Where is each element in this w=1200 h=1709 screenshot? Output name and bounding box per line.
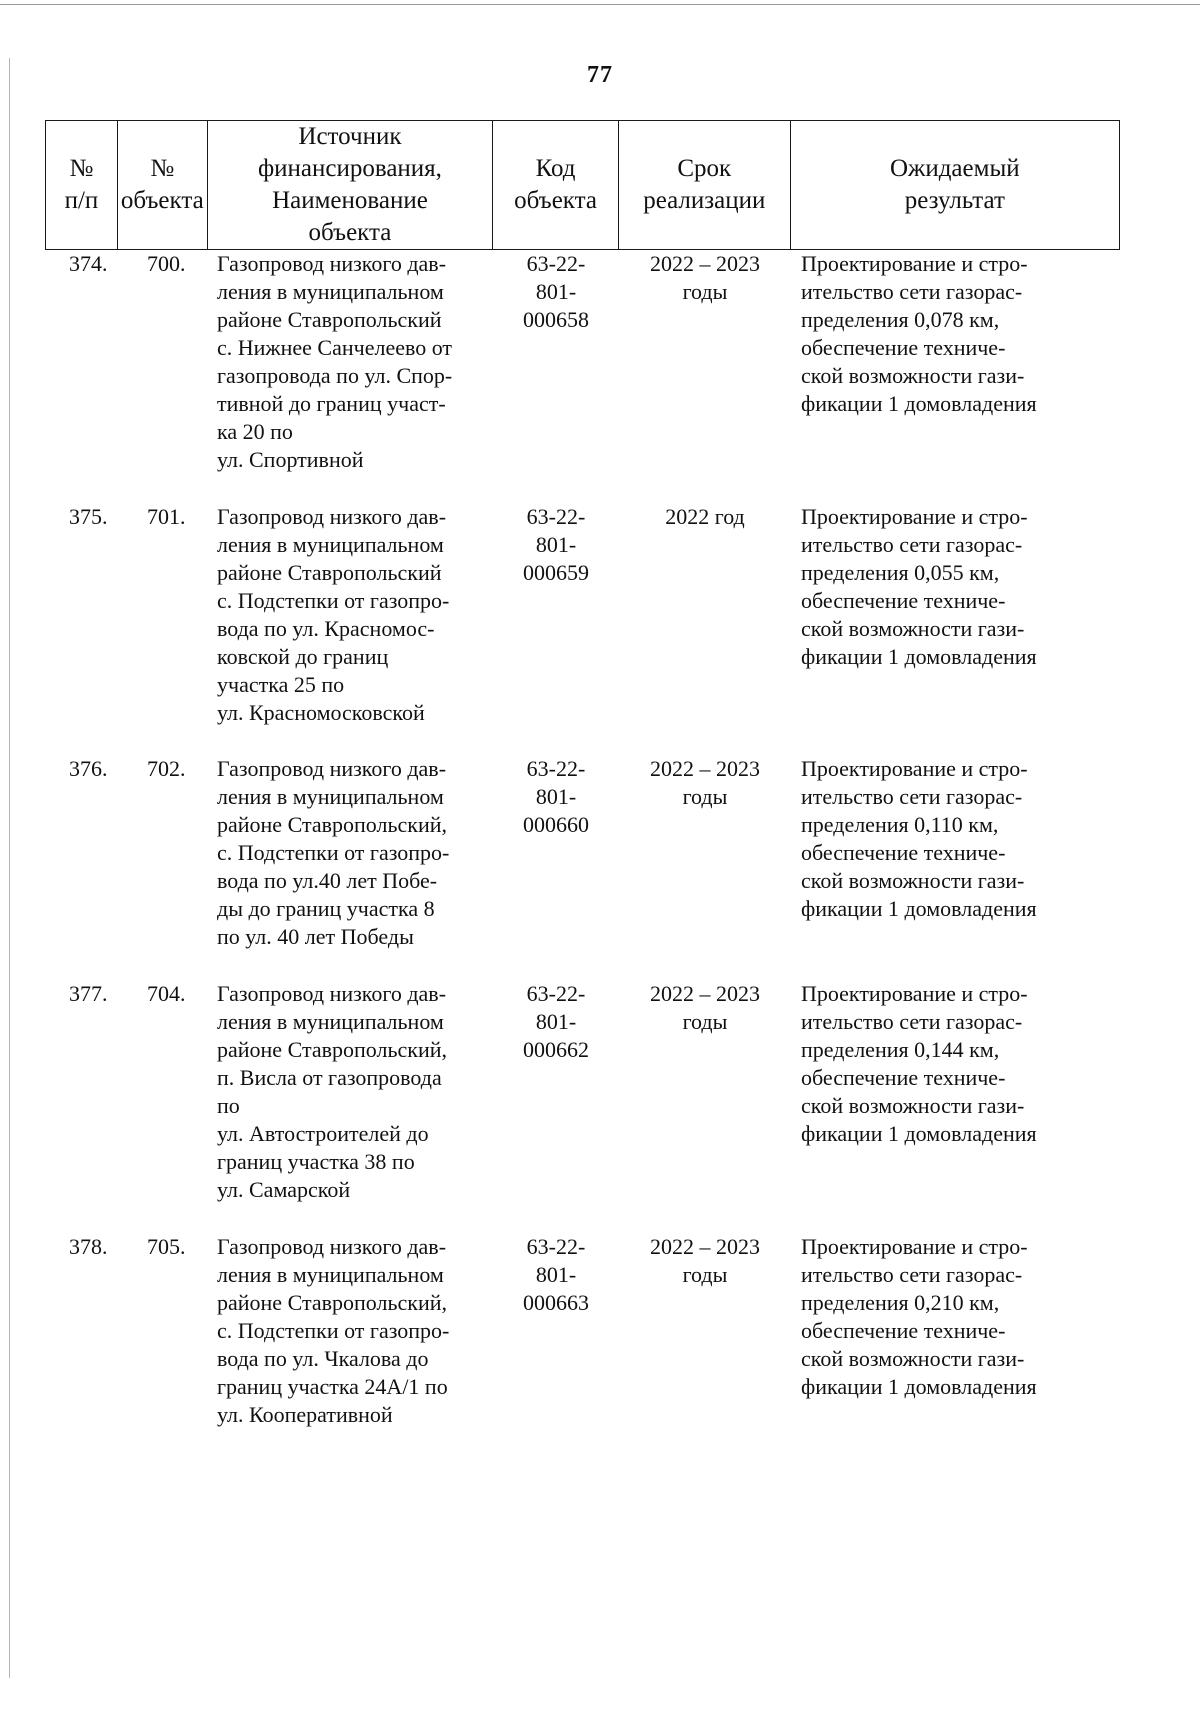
text-line: Проектирование и стро- bbox=[801, 504, 1028, 529]
scan-left-edge bbox=[9, 58, 10, 1678]
implementation-term bbox=[619, 1233, 791, 1453]
object-name bbox=[207, 980, 493, 1233]
table-row bbox=[45, 980, 1120, 1233]
text-line: Проектирование и стро- bbox=[801, 756, 1028, 781]
expected-result bbox=[791, 503, 1120, 755]
row-number: 377. bbox=[69, 981, 108, 1006]
header-col-expected-result bbox=[791, 121, 1119, 249]
row-number: 378. bbox=[69, 1234, 108, 1259]
text-line: с. Подстепки от газопро- bbox=[217, 1318, 450, 1343]
header-text-line: Срок bbox=[677, 155, 732, 182]
text-line: обеспечение техниче- bbox=[801, 588, 1006, 613]
text-line: ительство сети газорас- bbox=[801, 279, 1023, 304]
text-line: пределения 0,110 км, bbox=[801, 812, 999, 837]
row-number: 375. bbox=[69, 504, 108, 529]
row-number: 374. bbox=[69, 251, 108, 276]
text-line: вода по ул.40 лет Побе- bbox=[217, 868, 438, 893]
text-line: ул. Кооперативной bbox=[217, 1402, 393, 1427]
text-line: ительство сети газорас- bbox=[801, 1262, 1023, 1287]
implementation-term bbox=[619, 503, 791, 755]
text-line: ской возможности гази- bbox=[801, 1093, 1025, 1118]
implementation-term bbox=[619, 755, 791, 980]
text-line: годы bbox=[682, 1262, 728, 1287]
text-line: ительство сети газорас- bbox=[801, 1009, 1023, 1034]
text-line: 63-22- bbox=[526, 756, 586, 781]
text-line: ской возможности гази- bbox=[801, 868, 1025, 893]
text-line: годы bbox=[682, 279, 728, 304]
object-code bbox=[493, 250, 619, 503]
header-col-term bbox=[619, 121, 791, 249]
text-line: 000663 bbox=[523, 1290, 589, 1315]
text-line: ул. Самарской bbox=[217, 1177, 351, 1202]
text-line: фикации 1 домовладения bbox=[801, 391, 1037, 416]
text-line: 63-22- bbox=[526, 1234, 586, 1259]
text-line: фикации 1 домовладения bbox=[801, 644, 1037, 669]
text-line: газопровода по ул. Спор- bbox=[217, 363, 453, 388]
table-header bbox=[45, 120, 1120, 250]
text-line: 000660 bbox=[523, 812, 589, 837]
text-line: Проектирование и стро- bbox=[801, 251, 1028, 276]
text-line: п. Висла от газопровода bbox=[217, 1065, 442, 1090]
text-line: 000662 bbox=[523, 1037, 589, 1062]
text-line: 000659 bbox=[523, 560, 589, 585]
object-number: 705. bbox=[147, 1234, 186, 1259]
row-number: 376. bbox=[69, 756, 108, 781]
table-row bbox=[45, 1233, 1120, 1453]
text-line: вода по ул. Красномос- bbox=[217, 616, 435, 641]
object-name bbox=[207, 250, 493, 503]
text-line: ской возможности гази- bbox=[801, 616, 1025, 641]
text-line: Газопровод низкого дав- bbox=[217, 504, 447, 529]
header-text-line: Источник bbox=[298, 123, 402, 150]
text-line: 2022 год bbox=[665, 504, 745, 529]
text-line: 2022 – 2023 bbox=[650, 1234, 760, 1259]
text-line: 2022 – 2023 bbox=[650, 756, 760, 781]
expected-result bbox=[791, 755, 1120, 980]
text-line: пределения 0,144 км, bbox=[801, 1037, 1000, 1062]
text-line: ления в муниципальном bbox=[217, 1262, 444, 1287]
text-line: ления в муниципальном bbox=[217, 784, 444, 809]
text-line: с. Подстепки от газопро- bbox=[217, 840, 450, 865]
text-line: 63-22- bbox=[526, 981, 586, 1006]
text-line: с. Нижнее Санчелеево от bbox=[217, 335, 453, 360]
text-line: районе Ставропольский bbox=[217, 307, 442, 332]
text-line: с. Подстепки от газопро- bbox=[217, 588, 450, 613]
table-body bbox=[45, 250, 1120, 1453]
header-text-line: объекта bbox=[308, 219, 392, 246]
text-line: ской возможности гази- bbox=[801, 1346, 1025, 1371]
text-line: Газопровод низкого дав- bbox=[217, 756, 447, 781]
text-line: границ участка 38 по bbox=[217, 1149, 415, 1174]
header-col-object-number bbox=[118, 121, 208, 249]
object-name bbox=[207, 1233, 493, 1453]
text-line: обеспечение техниче- bbox=[801, 840, 1006, 865]
header-text-line: № bbox=[69, 155, 94, 182]
header-text-line: реализации bbox=[643, 187, 766, 214]
text-line: обеспечение техниче- bbox=[801, 1065, 1006, 1090]
text-line: районе Ставропольский bbox=[217, 560, 442, 585]
object-number: 702. bbox=[147, 756, 186, 781]
text-line: ской возможности гази- bbox=[801, 363, 1025, 388]
text-line: пределения 0,210 км, bbox=[801, 1290, 1000, 1315]
text-line: пределения 0,078 км, bbox=[801, 307, 1000, 332]
text-line: ул. Красномосковской bbox=[217, 700, 425, 725]
text-line: ления в муниципальном bbox=[217, 279, 444, 304]
header-text-line: Код bbox=[535, 155, 576, 182]
text-line: 801- bbox=[535, 1262, 577, 1287]
object-code bbox=[493, 755, 619, 980]
implementation-term bbox=[619, 250, 791, 503]
text-line: 000658 bbox=[523, 307, 589, 332]
text-line: ительство сети газорас- bbox=[801, 532, 1023, 557]
text-line: 63-22- bbox=[526, 504, 586, 529]
text-line: годы bbox=[682, 1009, 728, 1034]
text-line: 801- bbox=[535, 279, 577, 304]
text-line: Проектирование и стро- bbox=[801, 981, 1028, 1006]
header-text-line: Наименование bbox=[272, 187, 428, 214]
text-line: ка 20 по bbox=[217, 419, 293, 444]
header-col-funding-source bbox=[208, 121, 493, 249]
header-text-line: результат bbox=[904, 187, 1005, 214]
header-text-line: п/п bbox=[64, 187, 99, 214]
text-line: по bbox=[217, 1093, 240, 1118]
table-row bbox=[45, 755, 1120, 980]
header-text-line: № bbox=[150, 155, 175, 182]
text-line: ул. Автостроителей до bbox=[217, 1121, 429, 1146]
text-line: ды до границ участка 8 bbox=[217, 896, 435, 921]
text-line: ления в муниципальном bbox=[217, 1009, 444, 1034]
scan-top-edge bbox=[0, 4, 1200, 5]
text-line: районе Ставропольский, bbox=[217, 1290, 447, 1315]
text-line: обеспечение техниче- bbox=[801, 335, 1006, 360]
text-line: годы bbox=[682, 784, 728, 809]
implementation-term bbox=[619, 980, 791, 1233]
object-name bbox=[207, 755, 493, 980]
text-line: фикации 1 домовладения bbox=[801, 896, 1037, 921]
expected-result bbox=[791, 250, 1120, 503]
text-line: районе Ставропольский, bbox=[217, 812, 447, 837]
text-line: районе Ставропольский, bbox=[217, 1037, 447, 1062]
text-line: ительство сети газорас- bbox=[801, 784, 1023, 809]
text-line: границ участка 24А/1 по bbox=[217, 1374, 448, 1399]
text-line: ления в муниципальном bbox=[217, 532, 444, 557]
text-line: Газопровод низкого дав- bbox=[217, 251, 447, 276]
text-line: обеспечение техниче- bbox=[801, 1318, 1006, 1343]
text-line: Газопровод низкого дав- bbox=[217, 981, 447, 1006]
text-line: фикации 1 домовладения bbox=[801, 1121, 1037, 1146]
table-row bbox=[45, 503, 1120, 755]
header-text-line: объекта bbox=[120, 187, 204, 214]
text-line: 63-22- bbox=[526, 251, 586, 276]
header-text-line: финансирования, bbox=[257, 155, 442, 182]
text-line: пределения 0,055 км, bbox=[801, 560, 1000, 585]
text-line: вода по ул. Чкалова до bbox=[217, 1346, 429, 1371]
object-code bbox=[493, 503, 619, 755]
text-line: Газопровод низкого дав- bbox=[217, 1234, 447, 1259]
text-line: 801- bbox=[535, 1009, 577, 1034]
page-number: 77 bbox=[587, 62, 613, 88]
object-code bbox=[493, 980, 619, 1233]
text-line: Проектирование и стро- bbox=[801, 1234, 1028, 1259]
text-line: тивной до границ участ- bbox=[217, 391, 446, 416]
object-number: 700. bbox=[147, 251, 186, 276]
text-line: ковской до границ bbox=[217, 644, 389, 669]
text-line: участка 25 по bbox=[217, 672, 345, 697]
object-name bbox=[207, 503, 493, 755]
expected-result bbox=[791, 1233, 1120, 1453]
text-line: 2022 – 2023 bbox=[650, 981, 760, 1006]
header-col-number bbox=[46, 121, 118, 249]
text-line: 801- bbox=[535, 532, 577, 557]
text-line: 2022 – 2023 bbox=[650, 251, 760, 276]
text-line: ул. Спортивной bbox=[217, 447, 364, 472]
header-text-line: Ожидаемый bbox=[890, 155, 1020, 182]
text-line: 801- bbox=[535, 784, 577, 809]
object-number: 701. bbox=[147, 504, 186, 529]
table-row bbox=[45, 250, 1120, 503]
object-code bbox=[493, 1233, 619, 1453]
text-line: фикации 1 домовладения bbox=[801, 1374, 1037, 1399]
header-text-line: объекта bbox=[514, 187, 597, 214]
text-line: по ул. 40 лет Победы bbox=[217, 924, 414, 949]
object-number: 704. bbox=[147, 981, 186, 1006]
header-col-object-code bbox=[493, 121, 619, 249]
expected-result bbox=[791, 980, 1120, 1233]
